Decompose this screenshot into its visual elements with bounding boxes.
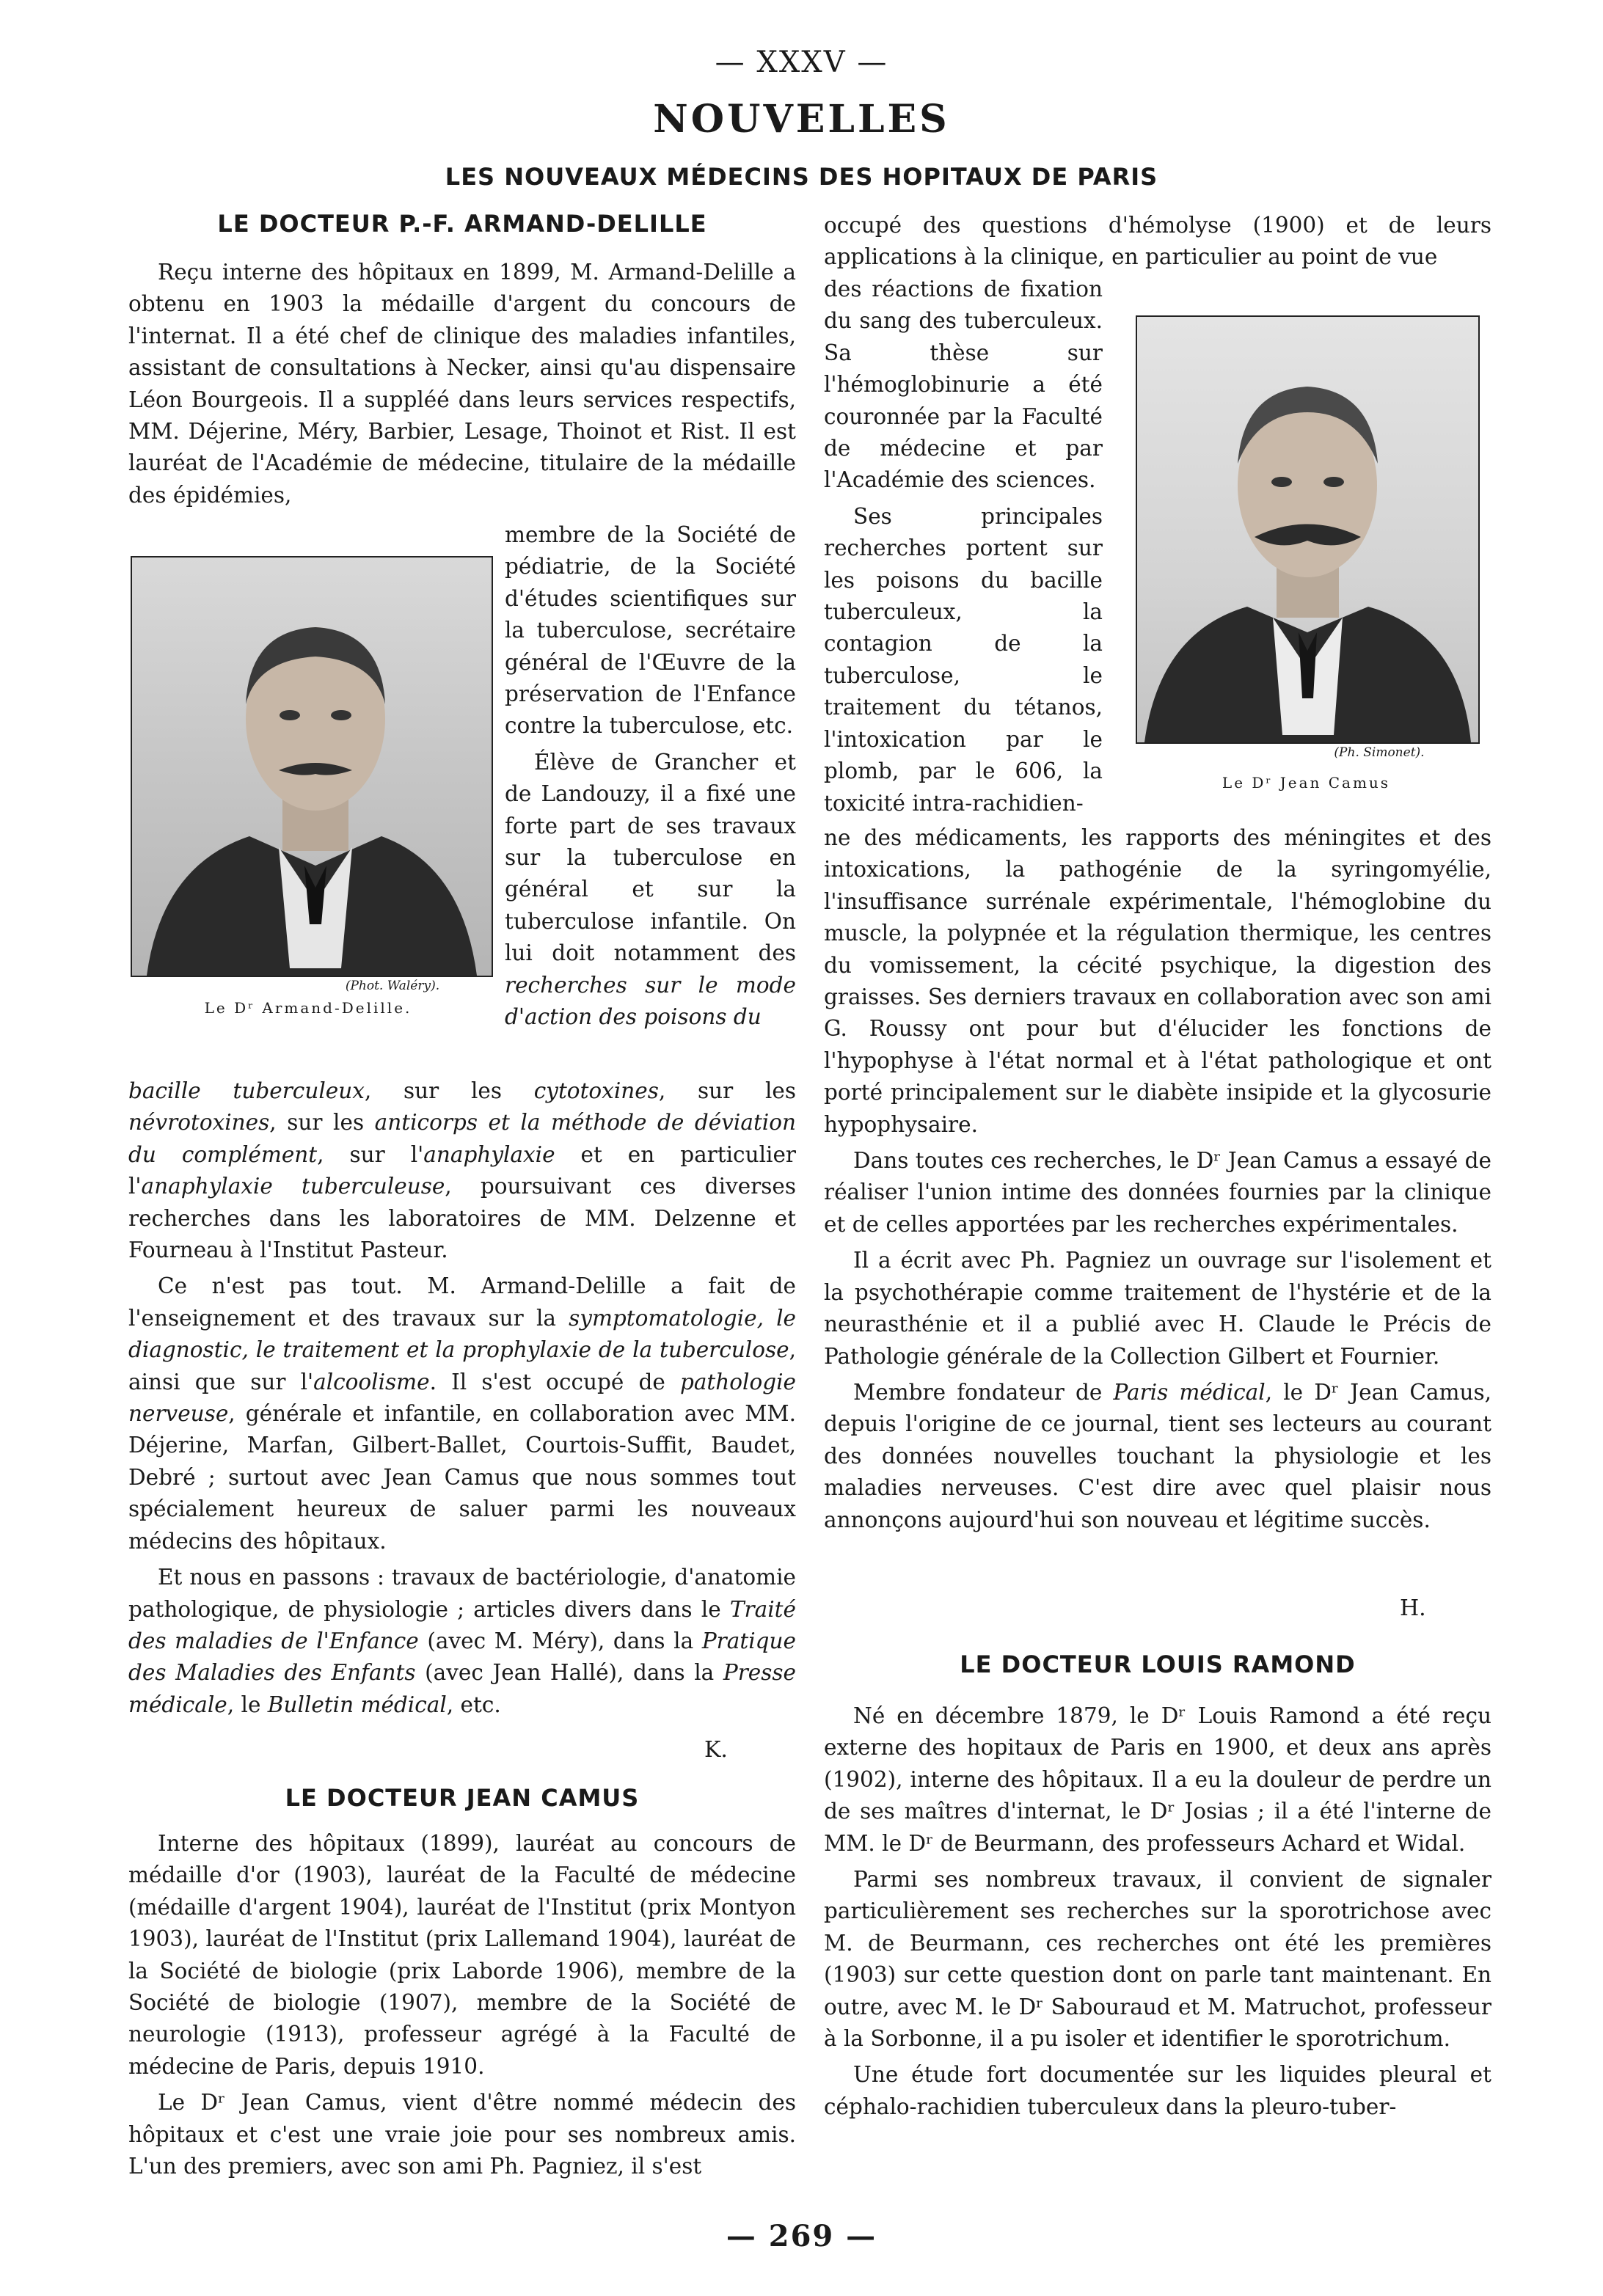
jean-camus-portrait bbox=[1136, 315, 1480, 744]
jean-camus-right-top bbox=[824, 210, 1491, 274]
armand-delille-photo-credit: (Phot. Waléry). bbox=[345, 979, 440, 993]
paragraph: membre de la Société de pédiatrie, de la Société d'études scientifiques sur la tuberculose, secrétaire général de l'Œuvre de la préservation de l'Enfance contre la tuberculose, etc. bbox=[505, 522, 796, 739]
paragraph: Dans toutes ces recherches, le Dʳ Jean Camus a essayé de réaliser l'union intime des données fournies par la clinique et de celles apportées par les recherches expérimentales. bbox=[824, 1148, 1491, 1237]
paragraph: Ses principales recherches portent sur les poisons du bacille tuberculeux, la contagion de la tuberculose, le traitement du tétanos, l'intoxication par le plomb, par le 606, la toxicité intra-rachidien- bbox=[824, 503, 1103, 816]
armand-delille-p1-full bbox=[128, 257, 796, 511]
paragraph bbox=[505, 747, 796, 1034]
jean-camus-photo-caption: Le Dʳ Jean Camus bbox=[1222, 774, 1391, 791]
paragraph-italic: recherches sur le mode d'action des poisons du bbox=[505, 972, 796, 1030]
main-heading: LES NOUVEAUX MÉDECINS DES HOPITAUX DE PARIS bbox=[445, 163, 1158, 191]
armand-delille-lower bbox=[128, 1075, 796, 1721]
jean-camus-photo-credit: (Ph. Simonet). bbox=[1334, 745, 1425, 760]
louis-ramond-text bbox=[824, 1700, 1491, 2123]
paragraph: bacille tuberculeux, sur les cytotoxines, sur les névrotoxines, sur les anticorps et la méthode de déviation du complément, sur l'anaphylaxie et en particulier l'anaphylaxie tuberculeuse, poursuivant ces diverses recherches dans les laboratoires de MM. Delzenne et Fourneau à l'Institut Pasteur. bbox=[128, 1078, 797, 1263]
jean-camus-left-text bbox=[128, 1828, 796, 2182]
jean-camus-signature: H. bbox=[1400, 1595, 1426, 1621]
paragraph: Membre fondateur de Paris médical, le Dʳ Jean Camus, depuis l'origine de ce journal, tient ses lecteurs au courant des données nouvelles touchant la physiologie et les maladies nerveuses. C'est dire avec quel plaisir nous annonçons aujourd'hui son nouveau et légitime succès. bbox=[824, 1379, 1491, 1532]
armand-delille-photo-caption: Le Dʳ Armand-Delille. bbox=[204, 999, 412, 1017]
louis-ramond-heading: LE DOCTEUR LOUIS RAMOND bbox=[960, 1650, 1356, 1678]
paragraph: Reçu interne des hôpitaux en 1899, M. Armand-Delille a obtenu en 1903 la médaille d'argent du concours de l'internat. Il a été chef de clinique des maladies infantiles, assistant de consultations à Necker, ainsi qu'au dispensaire Léon Bourgeois. Il a suppléé dans leurs services respectifs, MM. Déjerine, Méry, Barbier, Lesage, Thoinot et Rist. Il est lauréat de l'Académie de médecine, titulaire de la médaille des épidémies, bbox=[128, 260, 796, 508]
paragraph: Interne des hôpitaux (1899), lauréat au concours de médaille d'or (1903), lauréat de la Faculté de médecine (médaille d'argent 1904), lauréat de l'Institut (prix Montyon 1903), lauréat de l'Institut (prix Lallemand 1904), lauréat de la Société de biologie (prix Laborde 1906), membre de la Société de biologie (1907), membre de la Société de neurologie (1913), professeur agrégé à la Faculté de médecine de Paris, depuis 1910. bbox=[128, 1831, 796, 2079]
armand-delille-signature: K. bbox=[704, 1737, 728, 1763]
armand-delille-portrait bbox=[131, 556, 493, 977]
paragraph-text: Élève de Grancher et de Landouzy, il a fixé une forte part de ses travaux sur la tuberculose en général et sur la tuberculose infantile. On lui doit notamment des bbox=[505, 749, 796, 966]
armand-delille-side-column bbox=[505, 519, 796, 1034]
paragraph: Parmi ses nombreux travaux, il convient de signaler particulièrement ses recherches sur la sporotrichose avec M. de Beurmann, ces recherches ont été les premières (1903) sur cette question dont on parle tant maintenant. En outre, avec M. le Dʳ Sabouraud et M. Matruchot, professeur à la Sorbonne, il a pu isoler et identifier le sporotrichum. bbox=[824, 1867, 1491, 2052]
paragraph: Et nous en passons : travaux de bactériologie, d'anatomie pathologique, de physiologie ; articles divers dans le Traité des maladies de l'Enfance (avec M. Méry), dans la Pratique des Maladies des Enfants (avec Jean Hallé), dans la Presse médicale, le Bulletin médical, etc. bbox=[128, 1565, 796, 1717]
paragraph: Le Dʳ Jean Camus, vient d'être nommé médecin des hôpitaux et c'est une vraie joie pour ses nombreux amis. L'un des premiers, avec son ami Ph. Pagniez, il s'est bbox=[128, 2090, 796, 2179]
page-number-bottom: — 269 — bbox=[726, 2219, 877, 2253]
jean-camus-heading: LE DOCTEUR JEAN CAMUS bbox=[285, 1784, 640, 1812]
section-title: NOUVELLES bbox=[653, 97, 950, 142]
paragraph: des réactions de fixation du sang des tuberculeux. Sa thèse sur l'hémoglobinurie a été couronnée par la Faculté de médecine et par l'Académie des sciences. bbox=[824, 277, 1103, 493]
paragraph: Né en décembre 1879, le Dʳ Louis Ramond a été reçu externe des hopitaux de Paris en 1900, et deux ans après (1902), interne des hôpitaux. Il a eu la douleur de perdre un de ses maîtres d'internat, le Dʳ Josias ; il a été l'interne de MM. le Dʳ de Beurmann, des professeurs Achard et Widal. bbox=[824, 1703, 1491, 1856]
page-number-top: — XXXV — bbox=[715, 45, 888, 79]
paragraph: occupé des questions d'hémolyse (1900) et de leurs applications à la clinique, en particulier au point de vue bbox=[824, 213, 1491, 270]
paragraph: ne des médicaments, les rapports des méningites et des intoxications, la pathogénie de la syringomyélie, l'insuffisance surrénale expérimentale, l'hémoglobine du muscle, la polypnée et la régulation thermique, les centres du vomissement, la cécité psychique, la digestion des graisses. Ses derniers travaux en collaboration avec son ami G. Roussy ont pour but d'élucider les fonctions de l'hypophyse à l'état normal et à l'état pathologique et ont porté principalement sur le diabète insipide et la glycosurie hypophysaire. bbox=[824, 825, 1491, 1137]
paragraph: Il a écrit avec Ph. Pagniez un ouvrage sur l'isolement et la psychothérapie comme traitement de l'hystérie et de la neurasthénie et il a publié avec H. Claude le Précis de Pathologie générale de la Collection Gilbert et Fournier. bbox=[824, 1248, 1491, 1369]
jean-camus-side-column bbox=[824, 274, 1103, 819]
jean-camus-right-text bbox=[824, 822, 1491, 1536]
man-portrait-illustration bbox=[1137, 317, 1478, 742]
paragraph: Ce n'est pas tout. M. Armand-Delille a fait de l'enseignement et des travaux sur la symptomatologie, le diagnostic, le traitement et la prophylaxie de la tuberculose, ainsi que sur l'alcoolisme. Il s'est occupé de pathologie nerveuse, générale et infantile, en collaboration avec MM. Déjerine, Marfan, Gilbert-Ballet, Courtois-Suffit, Baudet, Debré ; surtout avec Jean Camus que nous sommes tout spécialement heureux de saluer parmi les nouveaux médecins des hôpitaux. bbox=[128, 1273, 796, 1554]
man-portrait-illustration bbox=[132, 557, 492, 976]
paragraph: Une étude fort documentée sur les liquides pleural et céphalo-rachidien tuberculeux dans la pleuro-tuber- bbox=[824, 2062, 1491, 2119]
armand-delille-heading: LE DOCTEUR P.-F. ARMAND-DELILLE bbox=[217, 210, 707, 238]
